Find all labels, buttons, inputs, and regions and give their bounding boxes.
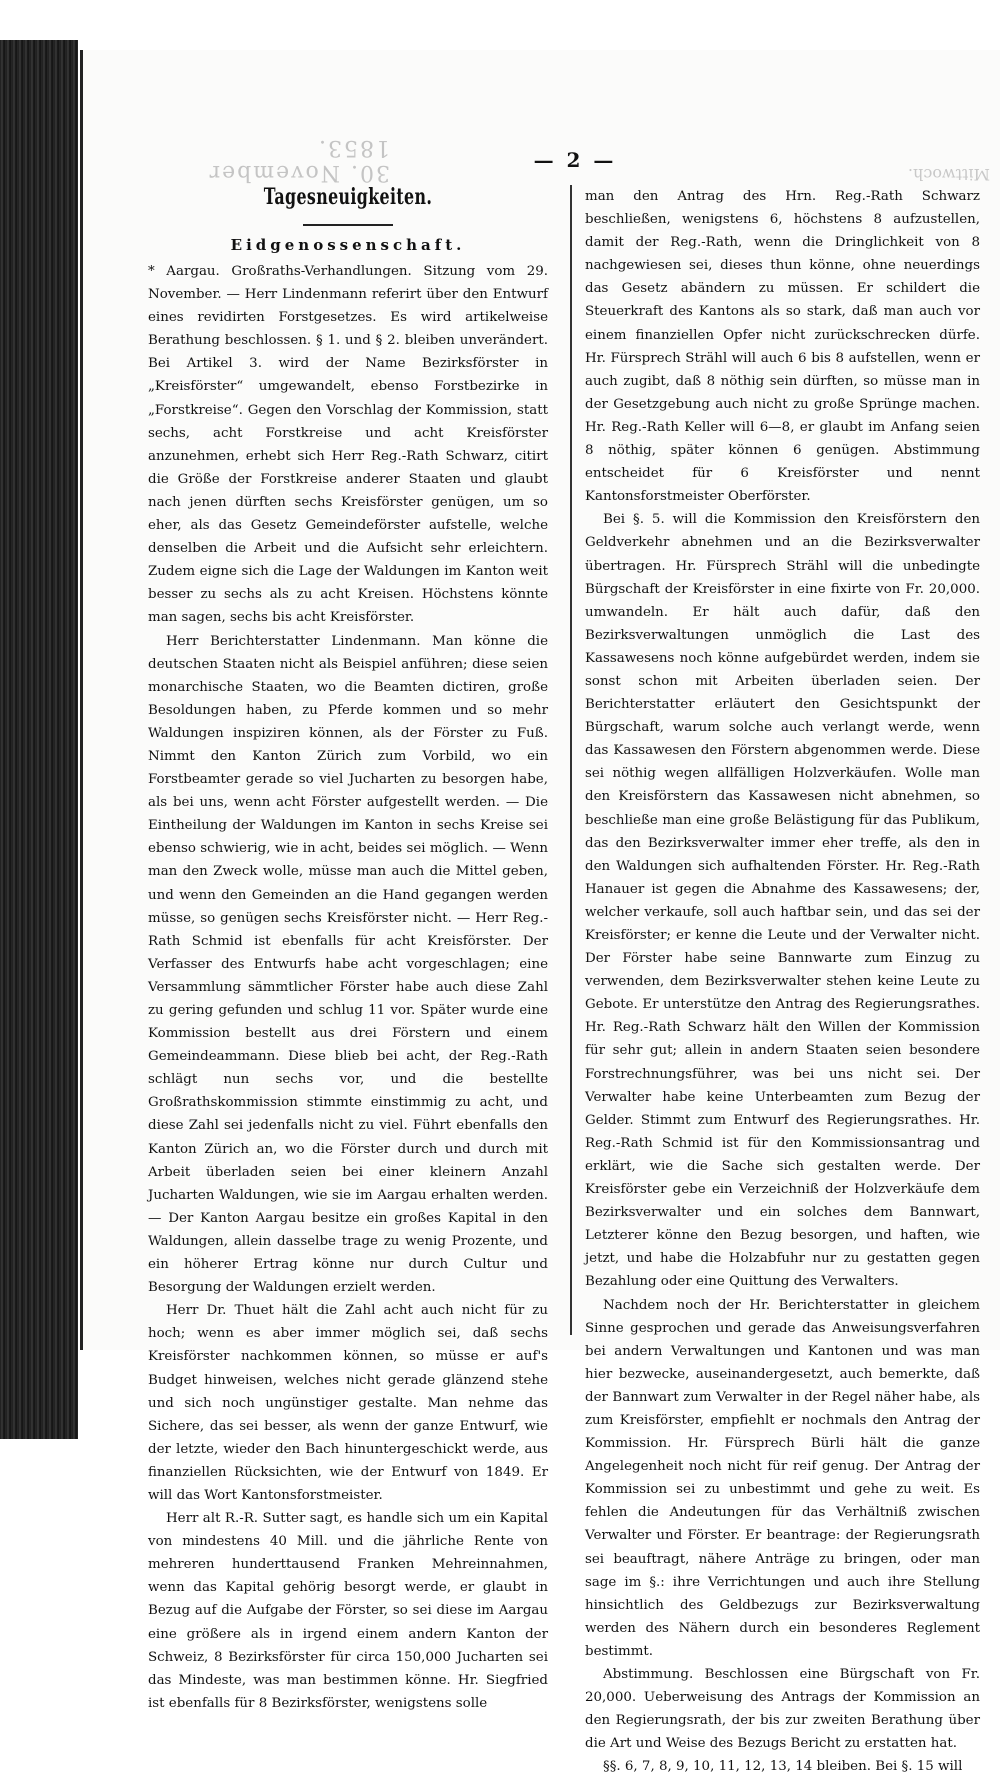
left-column bbox=[148, 182, 548, 1715]
column-divider bbox=[570, 185, 572, 1335]
article-paragraph: Herr Berichterstatter Lindenmann. Man könne die deutschen Staaten nicht als Beispiel anführen; diese seien monarchische Staaten, wo die Beamten dictiren, große Besoldungen haben, zu Pferde kommen und so mehr Waldungen inspiziren können, als der Förster zu Fuß. Nimmt den Kanton Zürich zum Vorbild, wo ein Forstbeamter gerade so viel Jucharten zu besorgen habe, als bei uns, wenn acht Förster aufgestellt werden. — Die Eintheilung der Waldungen im Kanton in sechs Kreise sei ebenso schwierig, wie in acht, beides sei möglich. — Wenn man den Zweck wolle, müsse man auch die Mittel geben, und wenn den Gemeinden an die Hand gegangen werden müsse, so genügen sechs Kreisförster nicht. — Herr Reg.-Rath Schmid ist ebenfalls für acht Kreisförster. Der Verfasser des Entwurfs habe acht vorgeschlagen; eine Versammlung sämmtlicher Förster habe auch diese Zahl zu gering gefunden und schlug 11 vor. Später wurde eine Kommission bestellt aus drei Förstern und einem Gemeindeammann. Diese blieb bei acht, der Reg.-Rath schlägt nun sechs vor, und die bestellte Großrathskommission stimmte einstimmig zu acht, und diese Zahl sei jedenfalls nicht zu viel. Führt ebenfalls den Kanton Zürich an, wo die Förster durch und durch mit Arbeit überladen seien bei einer kleinern Anzahl Jucharten Waldungen, wie sie im Aargau erhalten werden. — Der Kanton Aargau besitze ein großes Kapital in den Waldungen, allein dasselbe trage zu wenig Prozente, und ein höherer Ertrag könne nur durch Cultur und Besorgung der Waldungen erzielt werden. bbox=[148, 633, 548, 1296]
article-paragraph: Herr Dr. Thuet hält die Zahl acht auch nicht für zu hoch; wenn es aber immer möglich sei, daß sechs Kreisförster nachkommen können, so müsse er auf's Budget hinweisen, welches nicht gerade glänzend stehe und sich noch ungünstiger gestalte. Man nehme das Sichere, das sei besser, als wenn der ganze Entwurf, wie der letzte, wieder den Bach hinuntergeschickt werde, aus finanziellen Rücksichten, wie der Entwurf von 1849. Er will das Wort Kantonsforstmeister. bbox=[148, 1303, 548, 1503]
section-heading: Tagesneuigkeiten. bbox=[263, 184, 433, 210]
book-binding-edge bbox=[0, 40, 78, 1439]
article-paragraph: Nachdem noch der Hr. Berichterstatter in gleichem Sinne gesprochen und gerade das Anweisungsverfahren bei andern Verwaltungen und Kantonen und was man hier bezwecke, auseinandergesetzt, auch bemerkte, daß der Bannwart zum Verwalter in der Regel näher habe, als zum Kreisförster, empfiehlt er nochmals den Antrag der Kommission. Hr. Fürsprech Bürli hält die ganze Angelegenheit noch nicht für reif genug. Der Antrag der Kommission sei zu unbestimmt und gehe zu weit. Es fehlen die Andeutungen für das Verhältniß zwischen Verwalter und Förster. Er beantrage: der Regierungsrath sei beauftragt, nähere Anträge zu bringen, oder man sage im §.: ihre Verrichtungen und auch ihre Stellung hinsichtlich des Geldbezugs zur Bezirksverwaltung werden des Nähern durch ein besonderes Reglement bestimmt. bbox=[585, 1297, 980, 1659]
article-paragraph: Herr alt R.-R. Sutter sagt, es handle sich um ein Kapital von mindestens 40 Mill. und die jährliche Rente von mehreren hunderttausend Franken Mehreinnahmen, wenn das Kapital gehörig besorgt werde, er glaubt in Bezug auf die Aufgabe der Förster, so sei diese im Aargau eine größere als in irgend einem andern Kanton der Schweiz, 8 Bezirksförster für circa 150,000 Jucharten sei das Mindeste, was man bestimmen könne. Hr. Siegfried ist ebenfalls für 8 Bezirksförster, wenigstens solle bbox=[148, 1511, 548, 1711]
article-paragraph: Bei §. 5. will die Kommission den Kreisförstern den Geldverkehr abnehmen und an die Bezirksverwalter übertragen. Hr. Fürsprech Strähl will die unbedingte Bürgschaft der Kreisförster in eine fixirte von Fr. 20,000. umwandeln. Er hält auch dafür, daß den Bezirksverwaltungen unmöglich die Last des Kassawesens noch könne aufgebürdet werden, indem sie sonst schon mit Arbeiten überladen seien. Der Berichterstatter erläutert den Gesichtspunkt der Bürgschaft, warum solche auch verlangt werde, wenn das Kassawesen den Förstern abgenommen werde. Diese sei nöthig wegen allfälligen Holzverkäufen. Wolle man den Kreisförstern das Kassawesen nicht abnehmen, so beschließe man eine große Belästigung für das Publikum, das den Bezirksverwalter immer eher treffe, als den in den Waldungen sich aufhaltenden Förster. Hr. Reg.-Rath Hanauer ist gegen die Abnahme des Kassawesens; der, welcher verkaufe, soll auch haftbar sein, und das sei der Kreisförster; er kenne die Leute und der Verwalter nicht. Der Förster habe seine Bannwarte zum Einzug zu verwenden, dem Bezirksverwalter stehen keine Leute zu Gebote. Er unterstütze den Antrag des Regierungsrathes. Hr. Reg.-Rath Schwarz hält den Willen der Kommission für sehr gut; allein in andern Staaten seien besondere Forstrechnungsführer, was bei uns nicht sei. Der Verwalter habe keine Unterbeamten zum Bezug der Gelder. Stimmt zum Entwurf des Regierungsrathes. Hr. Reg.-Rath Schmid ist für den Kommissionsantrag und erklärt, wie die Sache sich gestalten werde. Der Kreisförster gebe ein Verzeichniß der Holzverkäufe dem Bezirksverwalter und ein solches dem Bannwart, Letzterer könne den Bezug besorgen, und haften, wie jetzt, und habe die Holzabfuhr nur zu gestatten gegen Bezahlung oder eine Quittung des Verwalters. bbox=[585, 512, 980, 1290]
right-column bbox=[585, 185, 980, 1778]
heading-rule bbox=[303, 224, 393, 226]
page-number: — 2 — bbox=[533, 148, 617, 172]
bleed-through-text-right: Mittwoch. bbox=[907, 165, 990, 184]
article-paragraph: Abstimmung. Beschlossen eine Bürgschaft von Fr. 20,000. Ueberweisung des Antrags der Kommission an den Regierungsrath, der bis zur zweiten Berathung über die Art und Weise des Bezugs Bericht zu erstatten hat. bbox=[585, 1667, 980, 1752]
top-margin bbox=[0, 0, 1000, 42]
article-paragraph: * Aargau. Großraths-Verhandlungen. Sitzung vom 29. November. — Herr Lindenmann referirt über den Entwurf eines revidirten Forstgesetzes. Es wird artikelweise Berathung beschlossen. § 1. und § 2. bleiben unverändert. Bei Artikel 3. wird der Name Bezirksförster in „Kreisförster“ umgewandelt, ebenso Forstbezirke in „Forstkreise“. Gegen den Vorschlag der Kommission, statt sechs, acht Forstkreise und acht Kreisförster anzunehmen, erhebt sich Herr Reg.-Rath Schwarz, citirt die Größe der Forstkreise anderer Staaten und glaubt nach jenen dürften sechs Kreisförster genügen, um so eher, als das Gesetz Gemeindeförster aufstelle, welche denselben die Arbeit und die Aufsicht sehr erleichtern. Zudem eigne sich die Lage der Waldungen im Kanton weit besser zu sechs als zu acht Kreisen. Höchstens könnte man sagen, sechs bis acht Kreisförster. bbox=[148, 264, 548, 626]
article-paragraph: man den Antrag des Hrn. Reg.-Rath Schwarz beschließen, wenigstens 6, höchstens 8 aufzustellen, damit der Reg.-Rath, wenn die Dringlichkeit von 8 nachgewiesen sei, dieses thun könne, ohne neuerdings das Gesetz abändern zu müssen. Er schildert die Steuerkraft des Kantons als so stark, daß man auch vor einem finanziellen Opfer nicht zurückschrecken dürfe. Hr. Fürsprech Strähl will auch 6 bis 8 aufstellen, wenn er auch zugibt, daß 8 nöthig sein dürften, so müsse man in der Gesetzgebung auch nicht zu große Sprünge machen. Hr. Reg.-Rath Keller will 6—8, er glaubt im Anfang seien 8 nöthig, später können 6 genügen. Abstimmung entscheidet für 6 Kreisförster und nennt Kantonsforstmeister Oberförster. bbox=[585, 189, 980, 505]
article-paragraph: §§. 6, 7, 8, 9, 10, 11, 12, 13, 14 bleiben. Bei §. 15 will bbox=[603, 1759, 963, 1775]
bleed-through-text-left: 30. November 1853. bbox=[207, 135, 390, 185]
section-subheading: Eidgenossenschaft. bbox=[230, 236, 466, 254]
